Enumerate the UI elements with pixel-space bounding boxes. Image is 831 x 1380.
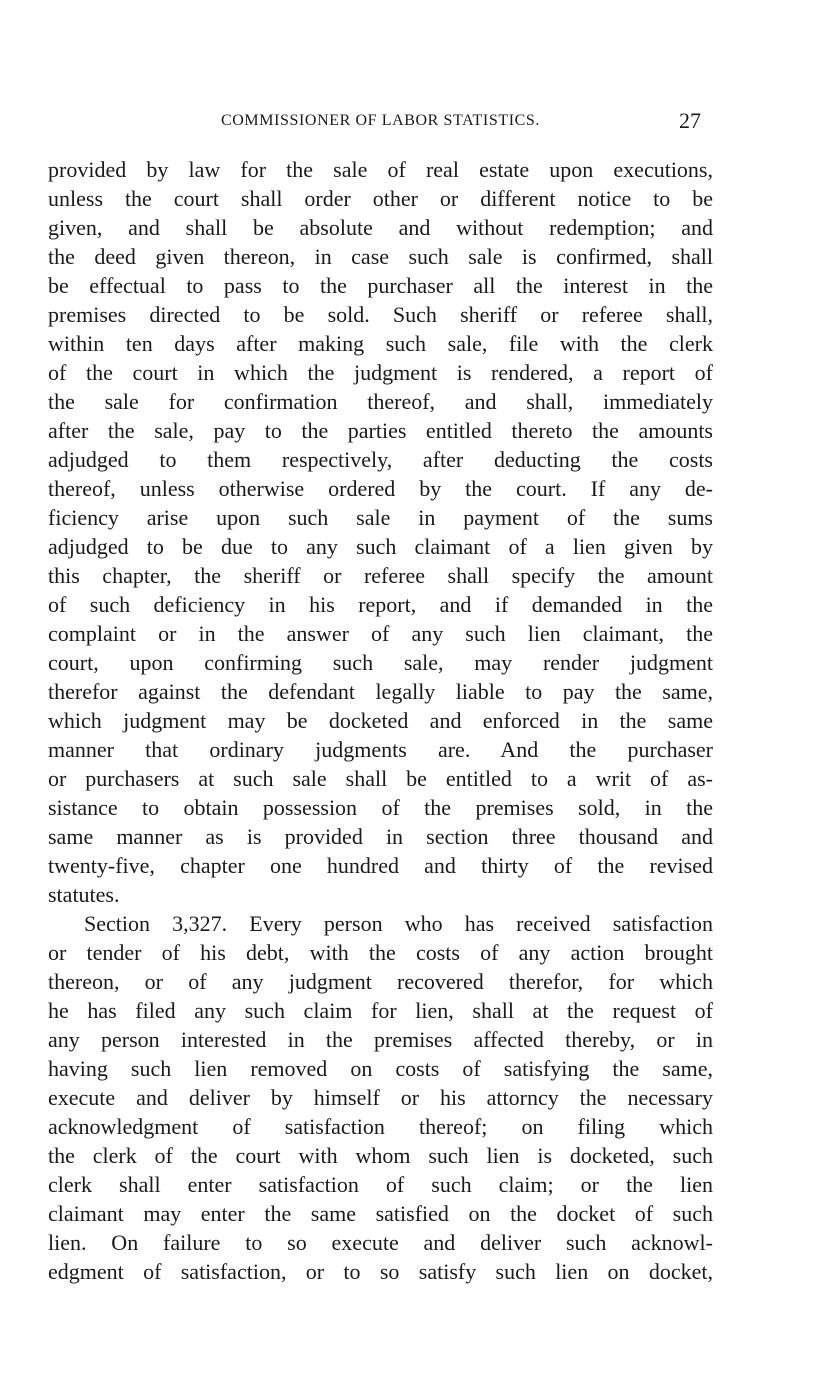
- text-line: Section 3,327. Every person who has received satisfaction: [84, 911, 713, 936]
- text-line: thereof, unless otherwise ordered by the court. If any de-: [48, 476, 713, 501]
- running-head: [48, 108, 713, 136]
- text-line: he has filed any such claim for lien, shall at the request of: [48, 998, 713, 1023]
- text-line: the deed given thereon, in case such sale is confirmed, shall: [48, 244, 713, 269]
- text-line: after the sale, pay to the parties entitled thereto the amounts: [48, 418, 713, 443]
- text-line: within ten days after making such sale, file with the clerk: [48, 331, 713, 356]
- text-line: the sale for confirmation thereof, and shall, immediately: [48, 389, 713, 414]
- text-line: clerk shall enter satisfaction of such claim; or the lien: [48, 1172, 713, 1197]
- text-line: or purchasers at such sale shall be entitled to a writ of as-: [48, 766, 713, 791]
- text-line: of the court in which the judgment is rendered, a report of: [48, 360, 713, 385]
- text-line: premises directed to be sold. Such sheriff or referee shall,: [48, 302, 713, 327]
- text-line: edgment of satisfaction, or to so satisfy such lien on docket,: [48, 1259, 713, 1284]
- text-line: execute and deliver by himself or his attorncy the necessary: [48, 1085, 713, 1110]
- text-line: acknowledgment of satisfaction thereof; on filing which: [48, 1114, 713, 1139]
- paragraph-1: [48, 155, 713, 909]
- text-line: which judgment may be docketed and enforced in the same: [48, 708, 713, 733]
- text-line: or tender of his debt, with the costs of any action brought: [48, 940, 713, 965]
- page-number: 27: [679, 108, 701, 133]
- text-line: lien. On failure to so execute and deliver such acknowl-: [48, 1230, 713, 1255]
- text-line: any person interested in the premises affected thereby, or in: [48, 1027, 713, 1052]
- text-line: unless the court shall order other or different notice to be: [48, 186, 713, 211]
- text-line: provided by law for the sale of real estate upon executions,: [48, 157, 713, 182]
- body-text: [48, 155, 713, 1286]
- text-line: given, and shall be absolute and without redemption; and: [48, 215, 713, 240]
- text-line: sistance to obtain possession of the premises sold, in the: [48, 795, 713, 820]
- text-line: adjudged to be due to any such claimant of a lien given by: [48, 534, 713, 559]
- text-line: the clerk of the court with whom such lien is docketed, such: [48, 1143, 713, 1168]
- text-line: complaint or in the answer of any such lien claimant, the: [48, 621, 713, 646]
- text-line: be effectual to pass to the purchaser all the interest in the: [48, 273, 713, 298]
- text-line: of such deficiency in his report, and if demanded in the: [48, 592, 713, 617]
- text-line: court, upon confirming such sale, may render judgment: [48, 650, 713, 675]
- text-line: adjudged to them respectively, after deducting the costs: [48, 447, 713, 472]
- text-line: same manner as is provided in section three thousand and: [48, 824, 713, 849]
- text-line: manner that ordinary judgments are. And the purchaser: [48, 737, 713, 762]
- text-line: thereon, or of any judgment recovered therefor, for which: [48, 969, 713, 994]
- text-line: claimant may enter the same satisfied on the docket of such: [48, 1201, 713, 1226]
- paragraph-2: [48, 909, 713, 1286]
- text-line: therefor against the defendant legally liable to pay the same,: [48, 679, 713, 704]
- text-line: having such lien removed on costs of satisfying the same,: [48, 1056, 713, 1081]
- text-line: twenty-five, chapter one hundred and thirty of the revised: [48, 853, 713, 878]
- running-title: COMMISSIONER OF LABOR STATISTICS.: [220, 112, 540, 129]
- text-line: statutes.: [48, 882, 120, 907]
- text-line: ficiency arise upon such sale in payment of the sums: [48, 505, 713, 530]
- text-line: this chapter, the sheriff or referee shall specify the amount: [48, 563, 713, 588]
